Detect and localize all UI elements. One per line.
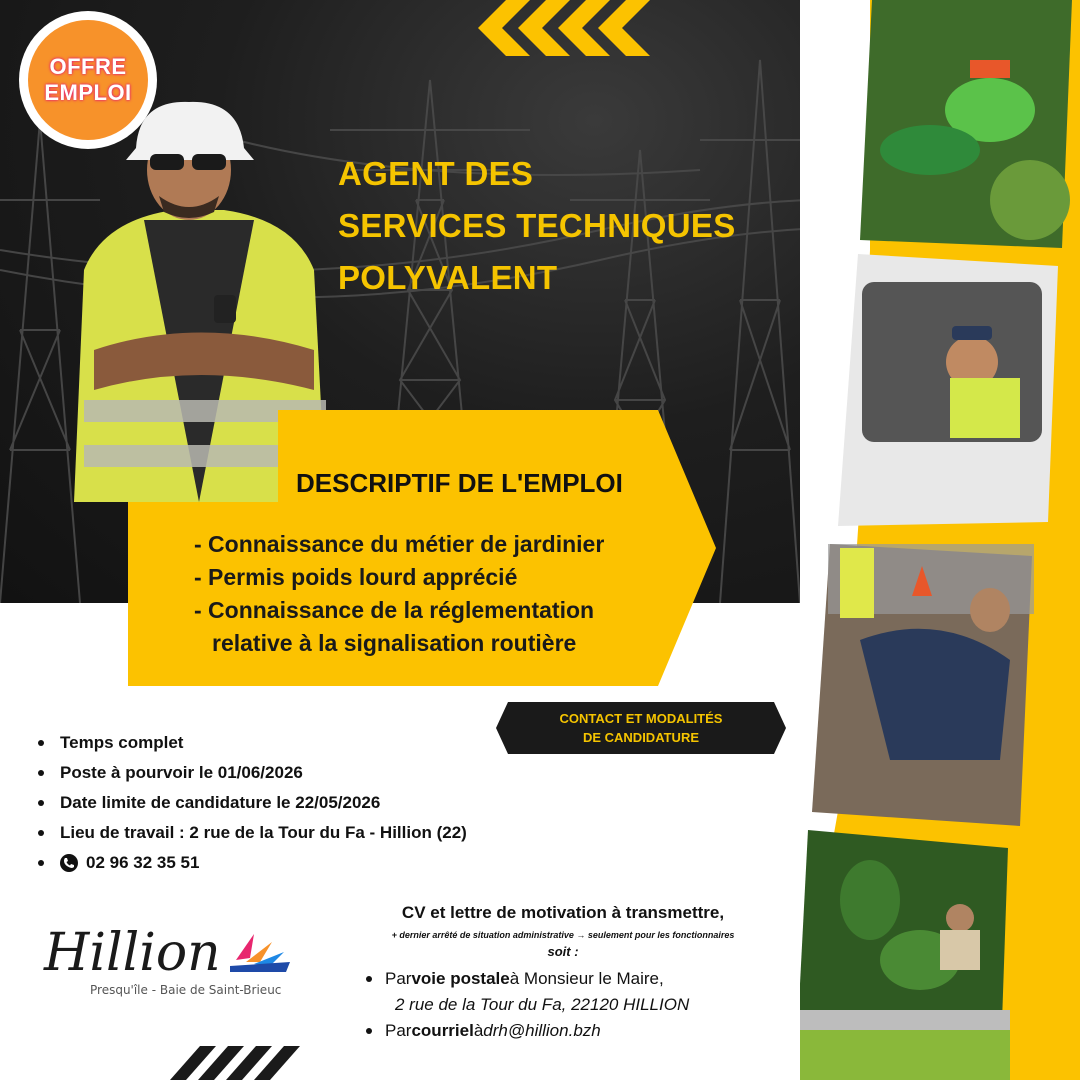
chevron-icon (170, 1046, 300, 1080)
detail-item: Poste à pourvoir le 01/06/2026 (38, 758, 467, 788)
contact-line2: DE CANDIDATURE (582, 730, 700, 745)
svg-text:Presqu'île - Baie de Saint-Bri: Presqu'île - Baie de Saint-Brieuc (90, 983, 282, 997)
description-item: relative à la signalisation routière (212, 630, 577, 656)
detail-item: Lieu de travail : 2 rue de la Tour du Fa - Hillion (22) (38, 818, 467, 848)
email-link[interactable]: drh@hillion.bzh (483, 1021, 601, 1040)
phone-icon (60, 854, 78, 872)
application-note: + dernier arrêté de situation administrative → seulement pour les fonctionnaires (391, 930, 735, 940)
postal-method: Par voie postale à Monsieur le Maire, (366, 966, 689, 992)
chevron-icon (478, 0, 650, 56)
application-methods (366, 966, 689, 1044)
contact-line1: CONTACT ET MODALITÉS (559, 711, 723, 726)
photo-gardener-pruning (860, 0, 1072, 248)
description-heading: DESCRIPTIF DE L'EMPLOI (296, 468, 623, 498)
description-item: - Permis poids lourd apprécié (194, 564, 518, 590)
hillion-logo (40, 912, 300, 1012)
photo-strip (800, 0, 1080, 1080)
job-title-line2: SERVICES TECHNIQUES (338, 207, 736, 244)
email-method: Par courriel à drh@hillion.bzh (366, 1018, 689, 1044)
phone-number[interactable]: 02 96 32 35 51 (86, 853, 200, 872)
application-soit: soit : (547, 944, 579, 959)
postal-address: 2 rue de la Tour du Fa, 22120 HILLION (395, 995, 690, 1014)
badge-line2: EMPLOI (44, 80, 132, 105)
job-title-line1: AGENT DES (338, 155, 534, 192)
job-details-list (38, 728, 467, 878)
photo-road-workers (812, 544, 1034, 826)
job-title (338, 148, 736, 304)
description-item: - Connaissance du métier de jardinier (194, 531, 605, 557)
photo-hedge-gardener (800, 830, 1010, 1080)
application-title: CV et lettre de motivation à transmettre, (401, 903, 725, 922)
photo-truck-driver (838, 254, 1058, 526)
badge-line1: OFFRE (49, 54, 127, 79)
svg-text:Hillion: Hillion (44, 923, 221, 983)
description-item: - Connaissance de la réglementation (194, 597, 595, 623)
contact-banner-text (518, 709, 764, 747)
phone-item[interactable] (38, 848, 467, 878)
job-title-line3: POLYVALENT (338, 259, 558, 296)
detail-item: Temps complet (38, 728, 467, 758)
detail-item: Date limite de candidature le 22/05/2026 (38, 788, 467, 818)
description-list (194, 528, 604, 660)
